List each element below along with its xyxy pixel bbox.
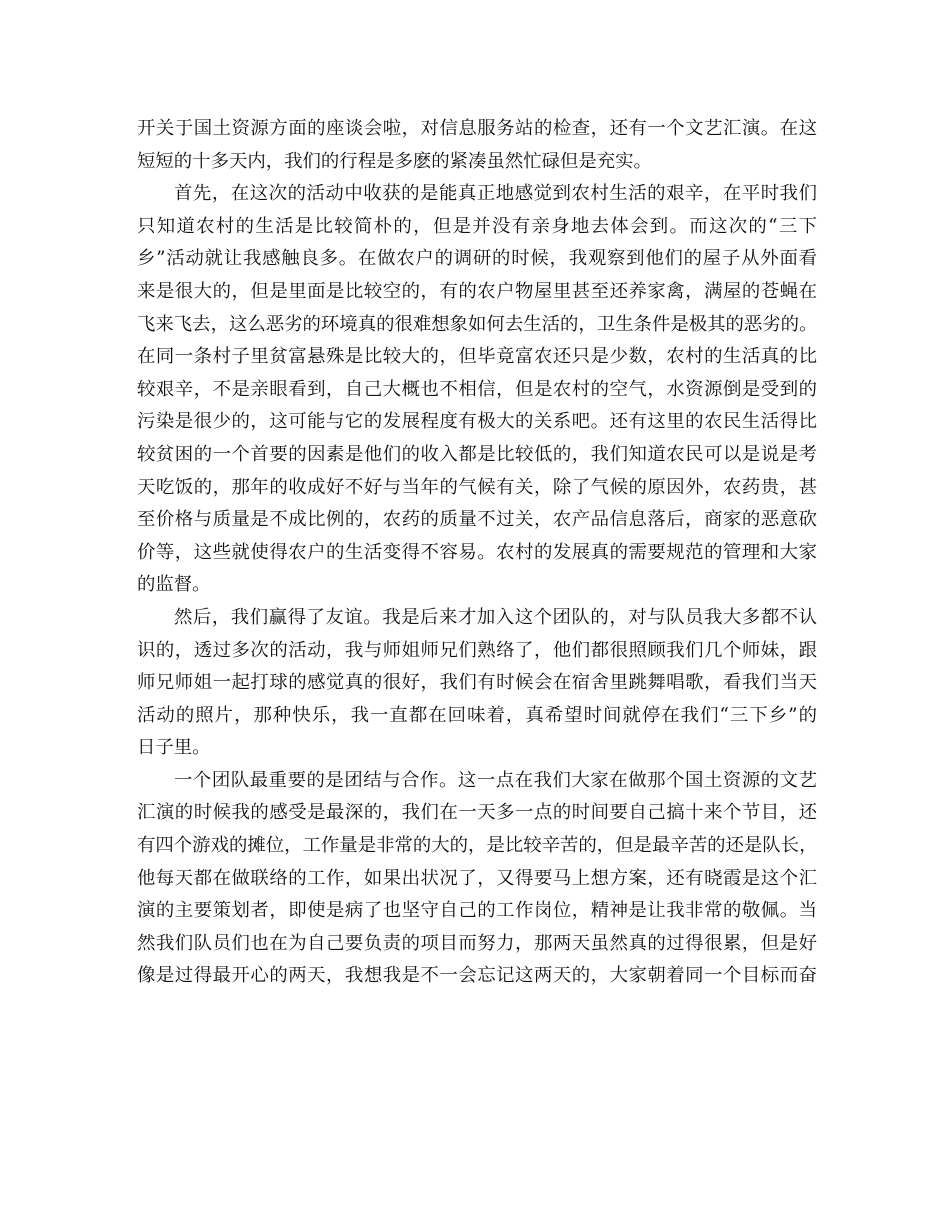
paragraph-first-line: 一个团队最重要的是团结与合作。这一点在我们大家在做那个国土资源的文艺 [174, 769, 817, 791]
text-line: 在同一条村子里贫富悬殊是比较大的，但毕竟富农还只是少数，农村的生活真的比 [137, 346, 817, 368]
text-line: 有四个游戏的摊位，工作量是非常的大的，是比较辛苦的，但是最辛苦的还是队长， [137, 835, 818, 857]
text-line: 短短的十多天内，我们的行程是多麽的紧凑虽然忙碌但是充实。 [137, 150, 652, 172]
text-line: 的监督。 [137, 574, 211, 596]
text-line: 来是很大的，但是里面是比较空的，有的农户物屋里甚至还养家禽，满屋的苍蝇在 [137, 280, 817, 302]
paragraph-first-line: 然后，我们赢得了友谊。我是后来才加入这个团队的，对与队员我大多都不认 [174, 606, 817, 628]
text-line: 价等，这些就使得农户的生活变得不容易。农村的发展真的需要规范的管理和大家 [137, 541, 817, 563]
text-line: 他每天都在做联络的工作，如果出状况了，又得要马上想方案，还有晓霞是这个汇 [137, 867, 817, 889]
text-line: 识的，透过多次的活动，我与师姐师兄们熟络了，他们都很照顾我们几个师妹，跟 [137, 639, 817, 661]
paragraph-first-line: 首先，在这次的活动中收获的是能真正地感觉到农村生活的艰辛，在平时我们 [174, 183, 817, 205]
document-body [137, 113, 817, 993]
text-line: 汇演的时候我的感受是最深的，我们在一天多一点的时间要自己搞十来个节目，还 [137, 802, 817, 824]
text-line: 较贫困的一个首要的因素是他们的收入都是比较低的，我们知道农民可以是说是考 [137, 443, 817, 465]
text-line: 只知道农村的生活是比较简朴的，但是并没有亲身地去体会到。而这次的“三下 [137, 215, 817, 237]
text-line: 飞来飞去，这么恶劣的环境真的很难想象如何去生活的，卫生条件是极其的恶劣的。 [137, 313, 818, 335]
text-line: 乡”活动就让我感触良多。在做农户的调研的时候，我观察到他们的屋子从外面看 [137, 248, 817, 270]
text-line: 活动的照片，那种快乐，我一直都在回味着，真希望时间就停在我们“三下乡”的 [137, 704, 817, 726]
text-line: 师兄师姐一起打球的感觉真的很好，我们有时候会在宿舍里跳舞唱歌，看我们当天 [137, 672, 817, 694]
text-line: 污染是很少的，这可能与它的发展程度有极大的关系吧。还有这里的农民生活得比 [137, 411, 817, 433]
text-line: 开关于国土资源方面的座谈会啦，对信息服务站的检查，还有一个文艺汇演。在这 [137, 118, 817, 139]
text-line: 较艰辛，不是亲眼看到，自己大概也不相信，但是农村的空气，水资源倒是受到的 [137, 378, 817, 400]
text-line: 演的主要策划者，即使是病了也坚守自己的工作岗位，精神是让我非常的敬佩。当 [137, 900, 817, 922]
text-line: 至价格与质量是不成比例的，农药的质量不过关，农产品信息落后，商家的恶意砍 [137, 509, 817, 531]
text-line: 日子里。 [137, 737, 211, 759]
text-line: 天吃饭的，那年的收成好不好与当年的气候有关，除了气候的原因外，农药贵，甚 [137, 476, 817, 498]
text-line: 然我们队员们也在为自己要负责的项目而努力，那两天虽然真的过得很累，但是好 [137, 932, 817, 954]
text-line: 像是过得最开心的两天，我想我是不一会忘记这两天的，大家朝着同一个目标而奋 [137, 965, 817, 987]
